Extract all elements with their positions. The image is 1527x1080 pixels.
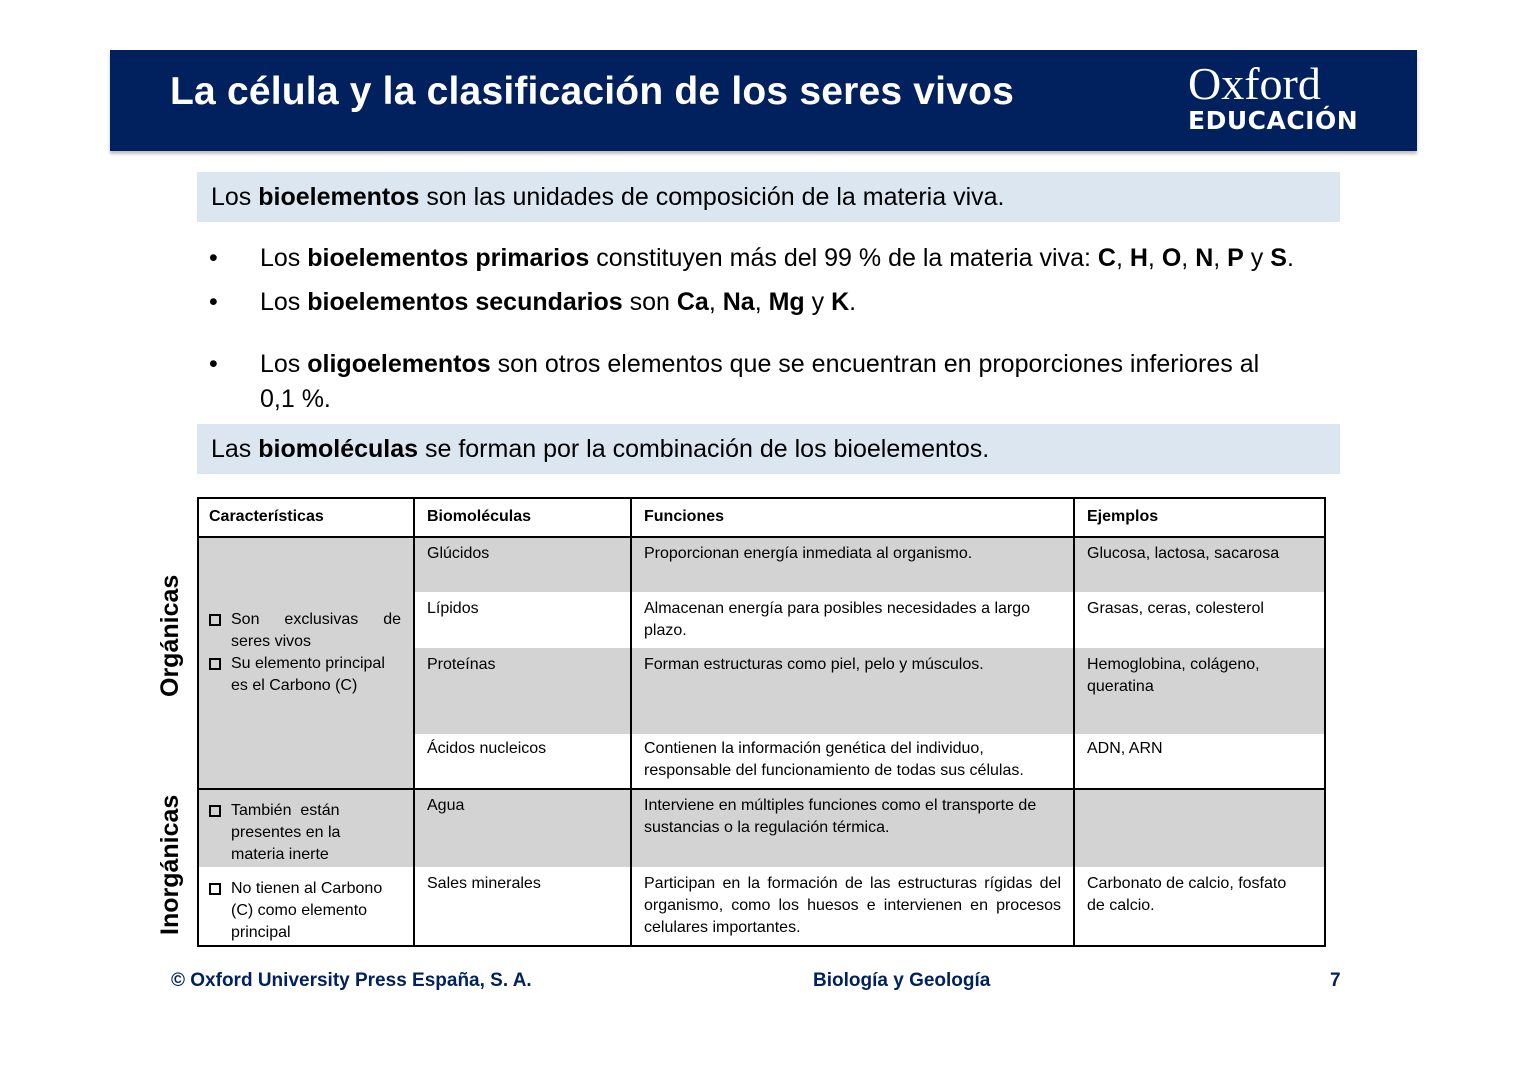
separator: y — [1243, 244, 1271, 272]
header-ejemplos: Ejemplos — [1087, 508, 1159, 525]
table-cell-ejemplo: Glucosa, lactosa, sacarosa — [1087, 545, 1280, 562]
bullet-dot: • — [209, 244, 218, 272]
element-symbol: Mg — [768, 288, 805, 316]
logo-main-text: Oxford — [1188, 58, 1321, 109]
table-cell-funcion: Contienen la información genética del individuo, responsable del funcionamiento de todas sus células. — [644, 740, 1024, 779]
element-symbol: K — [831, 288, 850, 316]
word: de — [383, 611, 401, 628]
checkbox-bullet-icon — [209, 805, 221, 817]
list-item-text — [231, 800, 401, 866]
checkbox-bullet-icon — [209, 658, 221, 670]
footer-copyright: © Oxford University Press España, S. A. — [171, 970, 532, 991]
word: También — [231, 802, 292, 819]
oxford-logo — [1188, 58, 1359, 135]
bullet-end: . — [1286, 244, 1294, 272]
inorganic-characteristics-2 — [197, 872, 413, 950]
footer-page-number: 7 — [1330, 970, 1341, 991]
band1-post: son las unidades de composición de la materia viva. — [419, 183, 1005, 211]
list-item-text — [231, 653, 401, 697]
table-cell-ejemplo: Carbonato de calcio, fosfato de calcio. — [1087, 875, 1287, 914]
bullet-pre: Los — [260, 288, 308, 316]
table-cell-biomolecula: Proteínas — [427, 656, 496, 673]
biomolecules-table — [197, 497, 1326, 947]
line: es el Carbono (C) — [231, 677, 358, 694]
bullet-bold: bioelementos primarios — [307, 244, 590, 272]
bullet-primarios — [209, 241, 1329, 276]
bullet-end: . — [849, 288, 857, 316]
table-cell-ejemplo — [1075, 789, 1324, 801]
header-biomoleculas: Biomoléculas — [427, 508, 532, 525]
table-cell-funcion: Participan en la formación de las estructuras rígidas del organismo, como los huesos e intervienen en procesos celulares importantes. — [644, 875, 1061, 936]
band2-pre: Las — [211, 435, 259, 463]
bullet-line2: 0,1 %. — [260, 385, 331, 413]
band2-bold: biomoléculas — [258, 435, 419, 463]
bullet-text — [260, 347, 1325, 417]
table-cell-funcion: Proporcionan energía inmediata al organismo. — [644, 545, 973, 562]
line: principal — [231, 924, 291, 941]
line: Su elemento principal — [231, 655, 385, 672]
header-caracteristicas: Características — [209, 508, 324, 525]
band1-bold: bioelementos — [258, 183, 420, 211]
element-symbol: S — [1270, 244, 1287, 272]
separator: y — [804, 288, 832, 316]
line: seres vivos — [231, 633, 312, 650]
table-cell-ejemplo: Hemoglobina, colágeno, queratina — [1087, 656, 1260, 695]
line: (C) como elemento — [231, 902, 368, 919]
separator: , — [1213, 244, 1228, 272]
footer-subject: Biología y Geología — [813, 970, 991, 991]
checkbox-bullet-icon — [209, 614, 221, 626]
word: exclusivas — [284, 611, 359, 628]
bullet-bold: bioelementos secundarios — [307, 288, 623, 316]
bullet-mid: son — [622, 288, 677, 316]
element-symbol: O — [1161, 244, 1182, 272]
list-item — [209, 800, 401, 866]
side-label-inorganicas: Inorgánicas — [156, 794, 184, 935]
separator: , — [1181, 244, 1196, 272]
band2-post: se forman por la combinación de los bioelementos. — [418, 435, 990, 463]
word: Son — [231, 611, 260, 628]
bullet-text — [260, 285, 856, 320]
table-border — [1324, 497, 1326, 947]
bullet-pre: Los — [260, 244, 308, 272]
band1-pre: Los — [211, 183, 259, 211]
table-cell-biomolecula: Sales minerales — [427, 875, 541, 892]
table-cell-biomolecula: Lípidos — [427, 600, 479, 617]
bullet-dot: • — [209, 350, 218, 378]
bullet-oligoelementos — [209, 347, 1329, 417]
bullet-mid: son otros elementos que se encuentran en proporciones inferiores al — [490, 350, 1260, 378]
element-symbol: Na — [722, 288, 755, 316]
side-label-organicas: Orgánicas — [156, 574, 184, 697]
table-cell-ejemplo: ADN, ARN — [1087, 740, 1163, 757]
page-title: La célula y la clasificación de los seres vivos — [170, 70, 1015, 113]
list-item-text — [231, 609, 401, 653]
line — [231, 609, 401, 631]
separator: , — [1147, 244, 1162, 272]
table-cell-funcion: Almacenan energía para posibles necesidades a largo plazo. — [644, 600, 1031, 639]
header-bar — [110, 50, 1417, 151]
bullet-bold: oligoelementos — [307, 350, 491, 378]
word: están — [300, 802, 340, 819]
table-cell-biomolecula: Glúcidos — [427, 545, 490, 562]
separator: , — [1115, 244, 1130, 272]
element-symbol: N — [1195, 244, 1214, 272]
organic-characteristics — [197, 603, 413, 703]
table-cell-biomolecula: Agua — [427, 797, 465, 814]
list-item-text — [231, 878, 401, 944]
table-cell-funcion: Interviene en múltiples funciones como el transporte de sustancias o la regulación térmica. — [644, 797, 1037, 836]
bullet-mid: constituyen más del 99 % de la materia viva: — [589, 244, 1098, 272]
logo-sub-text: EDUCACIÓN — [1188, 106, 1359, 135]
element-symbol: P — [1227, 244, 1244, 272]
element-symbol: C — [1097, 244, 1116, 272]
element-symbol: H — [1129, 244, 1148, 272]
separator: , — [708, 288, 723, 316]
table-cell-funcion: Forman estructuras como piel, pelo y músculos. — [644, 656, 984, 673]
separator: , — [754, 288, 769, 316]
definition-band-biomoleculas — [197, 424, 1340, 474]
header-funciones: Funciones — [644, 508, 725, 525]
line: materia inerte — [231, 846, 329, 863]
list-item — [209, 609, 401, 653]
list-item — [209, 878, 401, 944]
line: presentes en la — [231, 824, 341, 841]
bullet-secundarios — [209, 285, 1329, 320]
line: No tienen al Carbono — [231, 880, 383, 897]
table-cell-ejemplo: Grasas, ceras, colesterol — [1087, 600, 1264, 617]
bullet-text — [260, 241, 1294, 276]
element-symbol: Ca — [676, 288, 709, 316]
definition-band-bioelementos — [197, 172, 1340, 222]
inorganic-characteristics — [197, 794, 413, 872]
checkbox-bullet-icon — [209, 883, 221, 895]
bullet-dot: • — [209, 288, 218, 316]
line — [231, 800, 401, 822]
table-cell-biomolecula: Ácidos nucleicos — [427, 740, 547, 757]
list-item — [209, 653, 401, 697]
bullet-pre: Los — [260, 350, 308, 378]
